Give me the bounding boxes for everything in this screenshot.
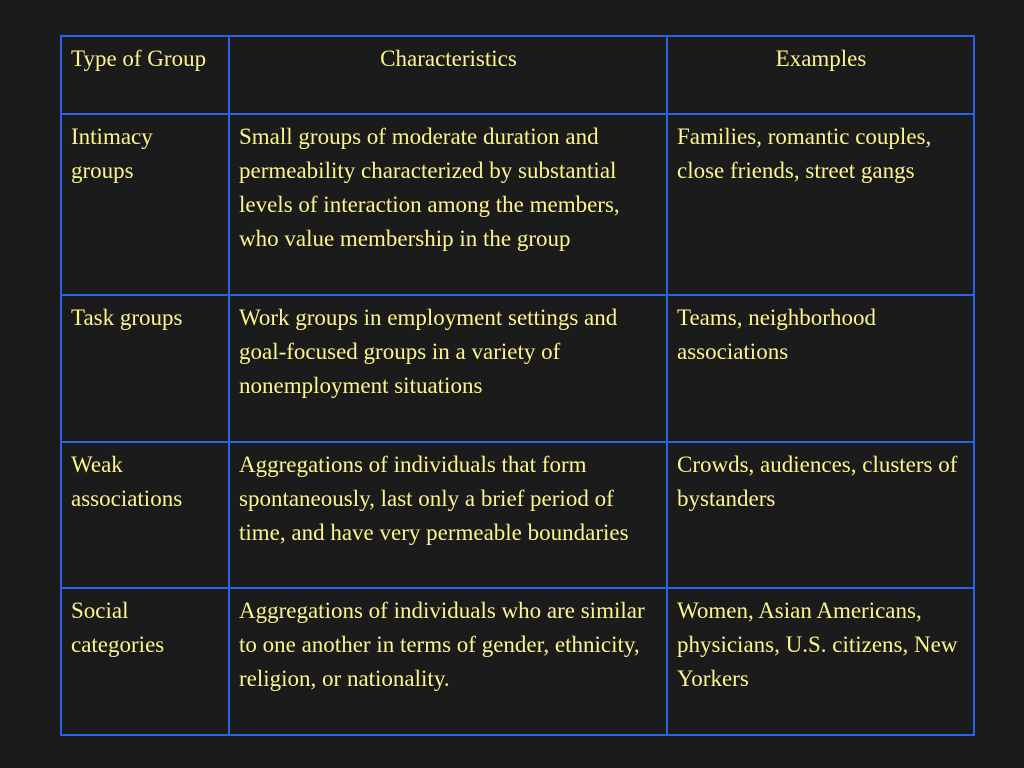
cell-examples: Teams, neighborhood associations <box>667 295 974 442</box>
table-row <box>61 442 974 588</box>
table-row <box>61 588 974 735</box>
table-header-row <box>61 36 974 114</box>
cell-examples: Families, romantic couples, close friends, street gangs <box>667 114 974 295</box>
cell-type: Intimacy groups <box>61 114 229 295</box>
cell-characteristics: Aggregations of individuals that form spontaneously, last only a brief period of time, and have very permeable boundaries <box>229 442 667 588</box>
header-characteristics: Characteristics <box>229 36 667 114</box>
cell-type: Social categories <box>61 588 229 735</box>
table-row <box>61 114 974 295</box>
cell-characteristics: Small groups of moderate duration and permeability characterized by substantial levels of interaction among the members, who value membership in the group <box>229 114 667 295</box>
header-type-of-group: Type of Group <box>61 36 229 114</box>
cell-examples: Crowds, audiences, clusters of bystanders <box>667 442 974 588</box>
table-row <box>61 295 974 442</box>
group-types-table <box>60 35 975 736</box>
cell-type: Weak associations <box>61 442 229 588</box>
cell-type: Task groups <box>61 295 229 442</box>
cell-characteristics: Aggregations of individuals who are similar to one another in terms of gender, ethnicity, religion, or nationality. <box>229 588 667 735</box>
cell-characteristics: Work groups in employment settings and goal-focused groups in a variety of nonemployment situations <box>229 295 667 442</box>
cell-examples: Women, Asian Americans, physicians, U.S. citizens, New Yorkers <box>667 588 974 735</box>
header-examples: Examples <box>667 36 974 114</box>
